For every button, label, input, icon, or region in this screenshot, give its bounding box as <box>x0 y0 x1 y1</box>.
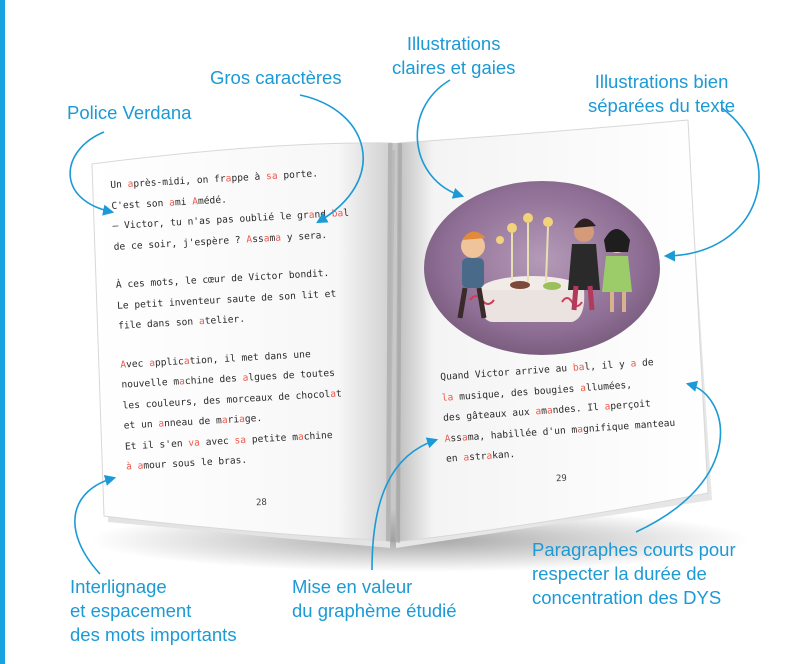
callout-interlignage-line1: Interlignage <box>70 576 167 597</box>
callout-illustrations-claires <box>392 32 515 80</box>
text-segment: de <box>635 357 654 370</box>
text-segment: l <box>342 207 350 220</box>
highlighted-grapheme: a <box>546 405 554 417</box>
text-segment: m <box>540 405 548 418</box>
highlighted-grapheme: a <box>127 178 134 191</box>
text-segment: – Victor, tu n'as pas oublié le gr <box>112 209 309 232</box>
text-segment: ma, habillée d'un m <box>467 424 578 443</box>
text-segment: llumées, <box>585 379 633 394</box>
text-segment: porte. <box>277 168 319 182</box>
callout-mise-en-valeur-line1: Mise en valeur <box>292 576 413 597</box>
callout-mise-en-valeur <box>292 575 457 623</box>
text-segment: str <box>468 450 487 464</box>
arrow-illus-separees <box>666 108 759 256</box>
highlighted-grapheme: a <box>579 382 587 394</box>
callout-paragraphes-line2: respecter la durée de <box>532 563 707 584</box>
highlighted-grapheme: a <box>308 209 315 221</box>
left-page-number: 28 <box>255 497 268 509</box>
arrow-illus-claires <box>417 80 462 196</box>
text-segment: perçoit <box>609 398 652 413</box>
text-segment: près-midi, on fr <box>133 173 226 190</box>
highlighted-grapheme: a <box>297 431 305 443</box>
text-segment: ss <box>251 233 265 245</box>
arrow-gros <box>300 95 363 222</box>
text-segment: mour sous le bras. <box>143 454 248 472</box>
text-segment: les couleurs, des morceaux de chocol <box>122 388 331 412</box>
highlighted-grapheme: a <box>178 376 186 388</box>
highlighted-grapheme: A <box>120 358 127 371</box>
highlighted-grapheme: a <box>535 406 542 418</box>
callout-interlignage-line2: et espacement <box>70 600 192 621</box>
text-segment: Le petit inventeur saute de son lit et <box>116 288 337 312</box>
callout-paragraphes-line1: Paragraphes courts pour <box>532 539 736 560</box>
highlighted-grapheme: a <box>137 460 144 472</box>
text-segment: mi <box>174 195 193 208</box>
text-segment: Un <box>110 179 128 191</box>
callout-illustrations-claires-line2: claires et gaies <box>392 57 516 78</box>
text-segment: ge. <box>244 412 263 425</box>
text-segment: telier. <box>204 313 246 327</box>
highlighted-grapheme: sa <box>265 170 278 183</box>
text-segment: ss <box>450 432 463 444</box>
text-segment: ppe à <box>231 171 267 185</box>
text-segment: nneau de m <box>163 415 223 430</box>
highlighted-grapheme: a <box>242 372 249 384</box>
highlighted-grapheme: a <box>486 450 493 462</box>
text-segment: ri <box>227 414 240 426</box>
text-segment: des gâteaux aux <box>442 406 536 424</box>
text-segment: médé. <box>197 194 228 207</box>
highlighted-grapheme: sa <box>234 434 247 446</box>
highlighted-grapheme: a <box>158 418 165 430</box>
highlighted-grapheme: a <box>238 413 246 426</box>
text-segment: tion, il met dans une <box>189 348 311 367</box>
text-segment: y sera. <box>280 229 328 244</box>
text-segment: ndes. Il <box>552 401 605 417</box>
callout-illustrations-separees-line1: Illustrations bien <box>594 71 729 92</box>
text-segment: lgues de toutes <box>248 367 336 384</box>
highlighted-grapheme: a <box>148 357 156 369</box>
text-segment: l, il y <box>584 358 631 373</box>
highlighted-grapheme: a <box>263 232 270 245</box>
highlighted-grapheme: a <box>604 401 611 413</box>
highlighted-grapheme: la <box>441 391 454 404</box>
highlighted-grapheme: a <box>198 315 206 328</box>
text-segment: Quand Victor arrive au <box>440 362 574 383</box>
callout-police-verdana: Police Verdana <box>67 102 192 123</box>
text-segment: Et il s'en <box>124 437 189 453</box>
right-page-number: 29 <box>555 473 568 485</box>
highlighted-grapheme: ba <box>572 361 585 374</box>
text-segment: C'est son <box>111 197 170 212</box>
text-segment: pplic <box>154 355 185 369</box>
highlighted-grapheme: A <box>246 233 253 245</box>
text-segment: chine <box>303 429 333 443</box>
callout-illustrations-separees-line2: séparées du texte <box>588 95 736 116</box>
text-segment: kan. <box>491 448 516 462</box>
text-segment: m <box>269 232 276 244</box>
text-segment: musique, des bougies <box>452 382 581 403</box>
text-segment: petite m <box>245 431 299 446</box>
text-segment: vec <box>125 357 150 370</box>
text-segment: nd <box>314 208 333 221</box>
callout-interlignage <box>70 575 237 647</box>
arrow-police <box>70 132 112 212</box>
callout-gros-caracteres: Gros caractères <box>210 67 342 88</box>
highlighted-grapheme: a <box>221 414 228 427</box>
text-segment: gnifique manteau <box>582 417 676 435</box>
text-segment: nouvelle m <box>121 376 180 391</box>
text-segment: t <box>335 387 343 400</box>
highlighted-grapheme: a <box>329 388 337 400</box>
highlighted-grapheme: va <box>188 436 201 449</box>
arrow-paragraphes <box>636 384 720 532</box>
text-segment: et un <box>123 418 159 432</box>
highlighted-grapheme: A <box>191 195 199 207</box>
highlighted-grapheme: a <box>274 232 282 244</box>
callout-illustrations-claires-line1: Illustrations <box>406 33 501 54</box>
highlighted-grapheme: a <box>461 431 469 444</box>
highlighted-grapheme: a <box>463 452 470 464</box>
text-segment: de ce soir, j'espère ? <box>113 233 247 253</box>
highlighted-grapheme: ba <box>331 208 344 220</box>
highlighted-grapheme: a <box>183 355 190 367</box>
highlighted-grapheme: A <box>444 432 451 445</box>
callout-mise-en-valeur-line2: du graphème étudié <box>292 600 457 621</box>
callout-interlignage-line3: des mots importants <box>70 624 237 645</box>
callout-illustrations-separees <box>588 70 735 118</box>
highlighted-grapheme: a <box>630 358 637 370</box>
callout-paragraphes-courts <box>532 538 736 610</box>
highlighted-grapheme: a <box>168 196 176 209</box>
text-segment: chine des <box>184 372 243 388</box>
highlighted-grapheme: a <box>576 423 584 436</box>
highlighted-grapheme: a <box>225 173 232 185</box>
text-segment: en <box>445 452 464 465</box>
text-segment: À ces mots, le cœur de Victor bondit. <box>115 267 330 291</box>
text-segment: avec <box>199 434 235 448</box>
callout-paragraphes-line3: concentration des DYS <box>532 587 722 608</box>
text-segment: file dans son <box>117 316 200 332</box>
arrow-mise-en-valeur <box>372 440 436 570</box>
arrow-interlignage <box>75 478 114 574</box>
highlighted-grapheme: à <box>125 460 138 473</box>
